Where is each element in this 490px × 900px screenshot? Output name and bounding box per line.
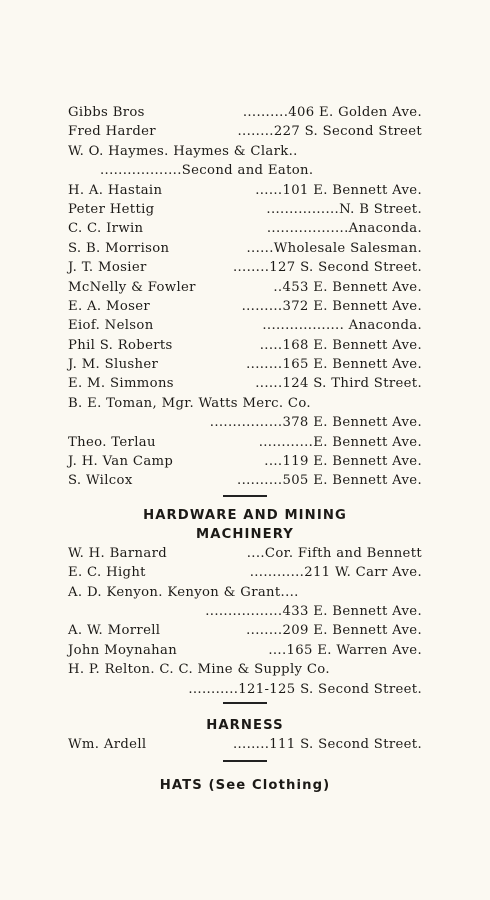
- listing-entry: [0, 433, 490, 452]
- entry-name: H. A. Hastain: [68, 182, 163, 198]
- listing-entry-continuation: [0, 602, 490, 621]
- entry-address: .................433 E. Bennett Ave.: [205, 603, 422, 619]
- listing-entry: [0, 297, 490, 316]
- entry-name: E. M. Simmons: [68, 376, 174, 392]
- listing-entry: [0, 621, 490, 640]
- entry-address: .........372 E. Bennett Ave.: [241, 298, 422, 314]
- section-heading: HATS (See Clothing): [159, 778, 331, 794]
- listing-entry: [0, 355, 490, 374]
- entry-address: ..453 E. Bennett Ave.: [273, 279, 422, 295]
- listing-entry: [0, 142, 490, 161]
- entry-continuation: ..................Second and Eaton.: [100, 163, 314, 179]
- section-heading: HARDWARE AND MINING: [143, 507, 347, 523]
- listing-entry: [0, 278, 490, 297]
- entry-name: A. W. Morrell: [68, 623, 161, 639]
- entry-address: ........227 S. Second Street: [237, 124, 422, 140]
- listing-entry: [0, 258, 490, 277]
- entry-name: E. C. Hight: [68, 565, 146, 581]
- section-hardware: [0, 506, 490, 699]
- entry-address: ................N. B Street.: [266, 201, 422, 217]
- entry-address: ................378 E. Bennett Ave.: [209, 415, 422, 431]
- entry-address: ..........505 E. Bennett Ave.: [237, 473, 422, 489]
- listing-entry: [0, 200, 490, 219]
- section-heading: MACHINERY: [196, 526, 294, 542]
- entry-name: J. T. Mosier: [68, 260, 147, 276]
- entry-address: ....119 E. Bennett Ave.: [264, 454, 422, 470]
- entry-address: ........127 S. Second Street.: [232, 260, 422, 276]
- entry-address: .....168 E. Bennett Ave.: [259, 337, 422, 353]
- listing-entry: [0, 544, 490, 563]
- section-divider: [223, 760, 267, 762]
- entry-name: McNelly & Fowler: [68, 279, 196, 295]
- entry-name: S. B. Morrison: [68, 240, 170, 256]
- listing-entry-continuation: [0, 161, 490, 180]
- entry-name: Fred Harder: [68, 124, 156, 140]
- listing-entry: [0, 735, 490, 754]
- listing-entry: [0, 471, 490, 490]
- entry-name: Gibbs Bros: [68, 105, 145, 120]
- section-divider: [223, 495, 267, 497]
- section-heading: HARNESS: [206, 717, 284, 733]
- section-divider: [223, 702, 267, 704]
- entry-address: ..........406 E. Golden Ave.: [242, 105, 422, 120]
- listing-entry: [0, 641, 490, 660]
- entry-name: Peter Hettig: [68, 201, 155, 217]
- entry-name: Theo. Terlau: [68, 434, 156, 450]
- listing-entry: [0, 103, 490, 122]
- entry-name: John Moynahan: [68, 642, 178, 658]
- listing-group: [0, 103, 490, 491]
- entry-name: Wm. Ardell: [68, 736, 147, 752]
- entry-address: ........209 E. Bennett Ave.: [246, 623, 422, 639]
- entry-name: A. D. Kenyon. Kenyon & Grant....: [68, 584, 299, 600]
- entry-name: B. E. Toman, Mgr. Watts Merc. Co.: [68, 395, 311, 411]
- entry-address: ........165 E. Bennett Ave.: [246, 357, 422, 373]
- listing-entry: [0, 219, 490, 238]
- entry-address: ......124 S. Third Street.: [255, 376, 422, 392]
- entry-address: ......101 E. Bennett Ave.: [255, 182, 422, 198]
- entry-name: E. A. Moser: [68, 298, 151, 314]
- listing-entry: [0, 316, 490, 335]
- entry-address: ............E. Bennett Ave.: [258, 434, 422, 450]
- entry-name: Eiof. Nelson: [68, 318, 154, 334]
- entry-address: ............211 W. Carr Ave.: [249, 565, 422, 581]
- entry-name: C. C. Irwin: [68, 221, 144, 237]
- entry-name: J. M. Slusher: [68, 357, 159, 373]
- listing-entry-continuation: [0, 680, 490, 699]
- listing-entry: [0, 239, 490, 258]
- listing-entry: [0, 181, 490, 200]
- listing-entry: [0, 583, 490, 602]
- entry-address: ....165 E. Warren Ave.: [268, 642, 422, 658]
- listing-entry: [0, 563, 490, 582]
- listing-entry: [0, 374, 490, 393]
- listing-entry: [0, 336, 490, 355]
- section-hats: [0, 776, 490, 795]
- listing-entry-continuation: [0, 413, 490, 432]
- entry-name: Phil S. Roberts: [68, 337, 173, 353]
- listing-entry: [0, 452, 490, 471]
- section-harness: [0, 716, 490, 754]
- listing-entry: [0, 394, 490, 413]
- entry-name: W. O. Haymes. Haymes & Clark..: [68, 143, 298, 159]
- entry-name: W. H. Barnard: [68, 545, 168, 561]
- entry-address: ......Wholesale Salesman.: [246, 240, 422, 256]
- listing-entry: [0, 122, 490, 141]
- entry-name: H. P. Relton. C. C. Mine & Supply Co.: [68, 662, 330, 678]
- entry-address: ...........121-125 S. Second Street.: [188, 681, 422, 697]
- entry-address: ..................Anaconda.: [266, 221, 422, 237]
- entry-name: J. H. Van Camp: [68, 454, 174, 470]
- entry-name: S. Wilcox: [68, 473, 133, 489]
- listing-entry: [0, 660, 490, 679]
- entry-address: ........111 S. Second Street.: [232, 736, 422, 752]
- entry-address: .................. Anaconda.: [262, 318, 422, 334]
- entry-address: ....Cor. Fifth and Bennett: [246, 545, 422, 561]
